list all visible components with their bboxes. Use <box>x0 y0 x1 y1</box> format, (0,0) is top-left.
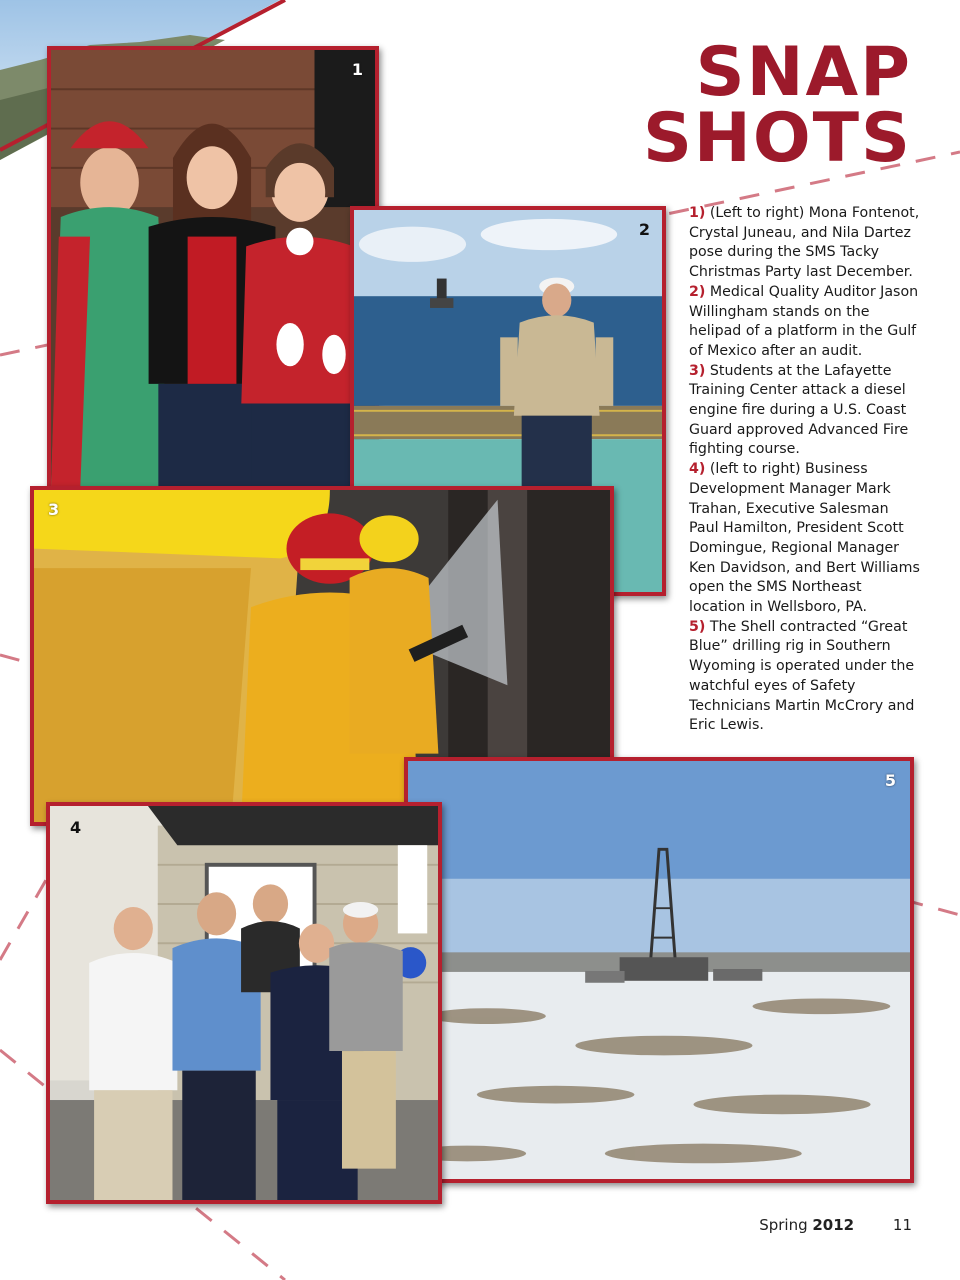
caption-1 <box>689 204 921 283</box>
photo-5-drilling-rig <box>404 757 914 1183</box>
page-footer <box>759 1216 912 1234</box>
caption-5-number: 5) <box>689 618 706 635</box>
caption-5 <box>689 618 921 736</box>
footer-season: Spring <box>759 1216 808 1234</box>
caption-list <box>689 204 921 736</box>
title-line-2: SHOTS <box>642 99 912 178</box>
caption-4 <box>689 460 921 618</box>
caption-2-number: 2) <box>689 283 706 300</box>
page-number: 11 <box>892 1216 912 1234</box>
footer-year: 2012 <box>812 1216 855 1234</box>
caption-1-text: (Left to right) Mona Fontenot, Crystal Juneau, and Nila Dartez pose during the SMS Tacky Christmas Party last December. <box>689 205 920 281</box>
photo-4-northeast-opening <box>46 802 442 1204</box>
photo-5-image <box>408 761 910 1179</box>
caption-2-text: Medical Quality Auditor Jason Willingham stands on the helipad of a platform in the Gulf of Mexico after an audit. <box>689 283 919 359</box>
caption-4-text: (left to right) Business Development Manager Mark Trahan, Executive Salesman Paul Hamilton, President Scott Domingue, Regional Manager Ken Davidson, and Bert Williams open the SMS Northeast location in Wellsboro, PA. <box>689 461 920 616</box>
photo-4-number: 4 <box>70 818 82 837</box>
page-title <box>642 33 912 178</box>
photo-5-number: 5 <box>884 771 896 790</box>
caption-3-text: Students at the Lafayette Training Center attack a diesel engine fire during a U.S. Coast Guard approved Advanced Fire fighting course. <box>689 362 909 458</box>
photo-3-number: 3 <box>48 500 60 519</box>
photo-1-number: 1 <box>351 60 363 79</box>
caption-5-text: The Shell contracted “Great Blue” drilling rig in Southern Wyoming is operated under the watchful eyes of Safety Technicians Martin McCrory and Eric Lewis. <box>689 618 915 734</box>
caption-2 <box>689 283 921 362</box>
caption-1-number: 1) <box>689 205 706 221</box>
caption-3 <box>689 362 921 461</box>
photo-1-image <box>51 50 375 488</box>
photo-4-image <box>50 806 438 1200</box>
photo-2-number: 2 <box>638 220 650 239</box>
title-line-1: SNAP <box>695 33 912 112</box>
caption-4-number: 4) <box>689 461 706 478</box>
photo-1-christmas-party <box>47 46 379 492</box>
caption-3-number: 3) <box>689 362 706 379</box>
